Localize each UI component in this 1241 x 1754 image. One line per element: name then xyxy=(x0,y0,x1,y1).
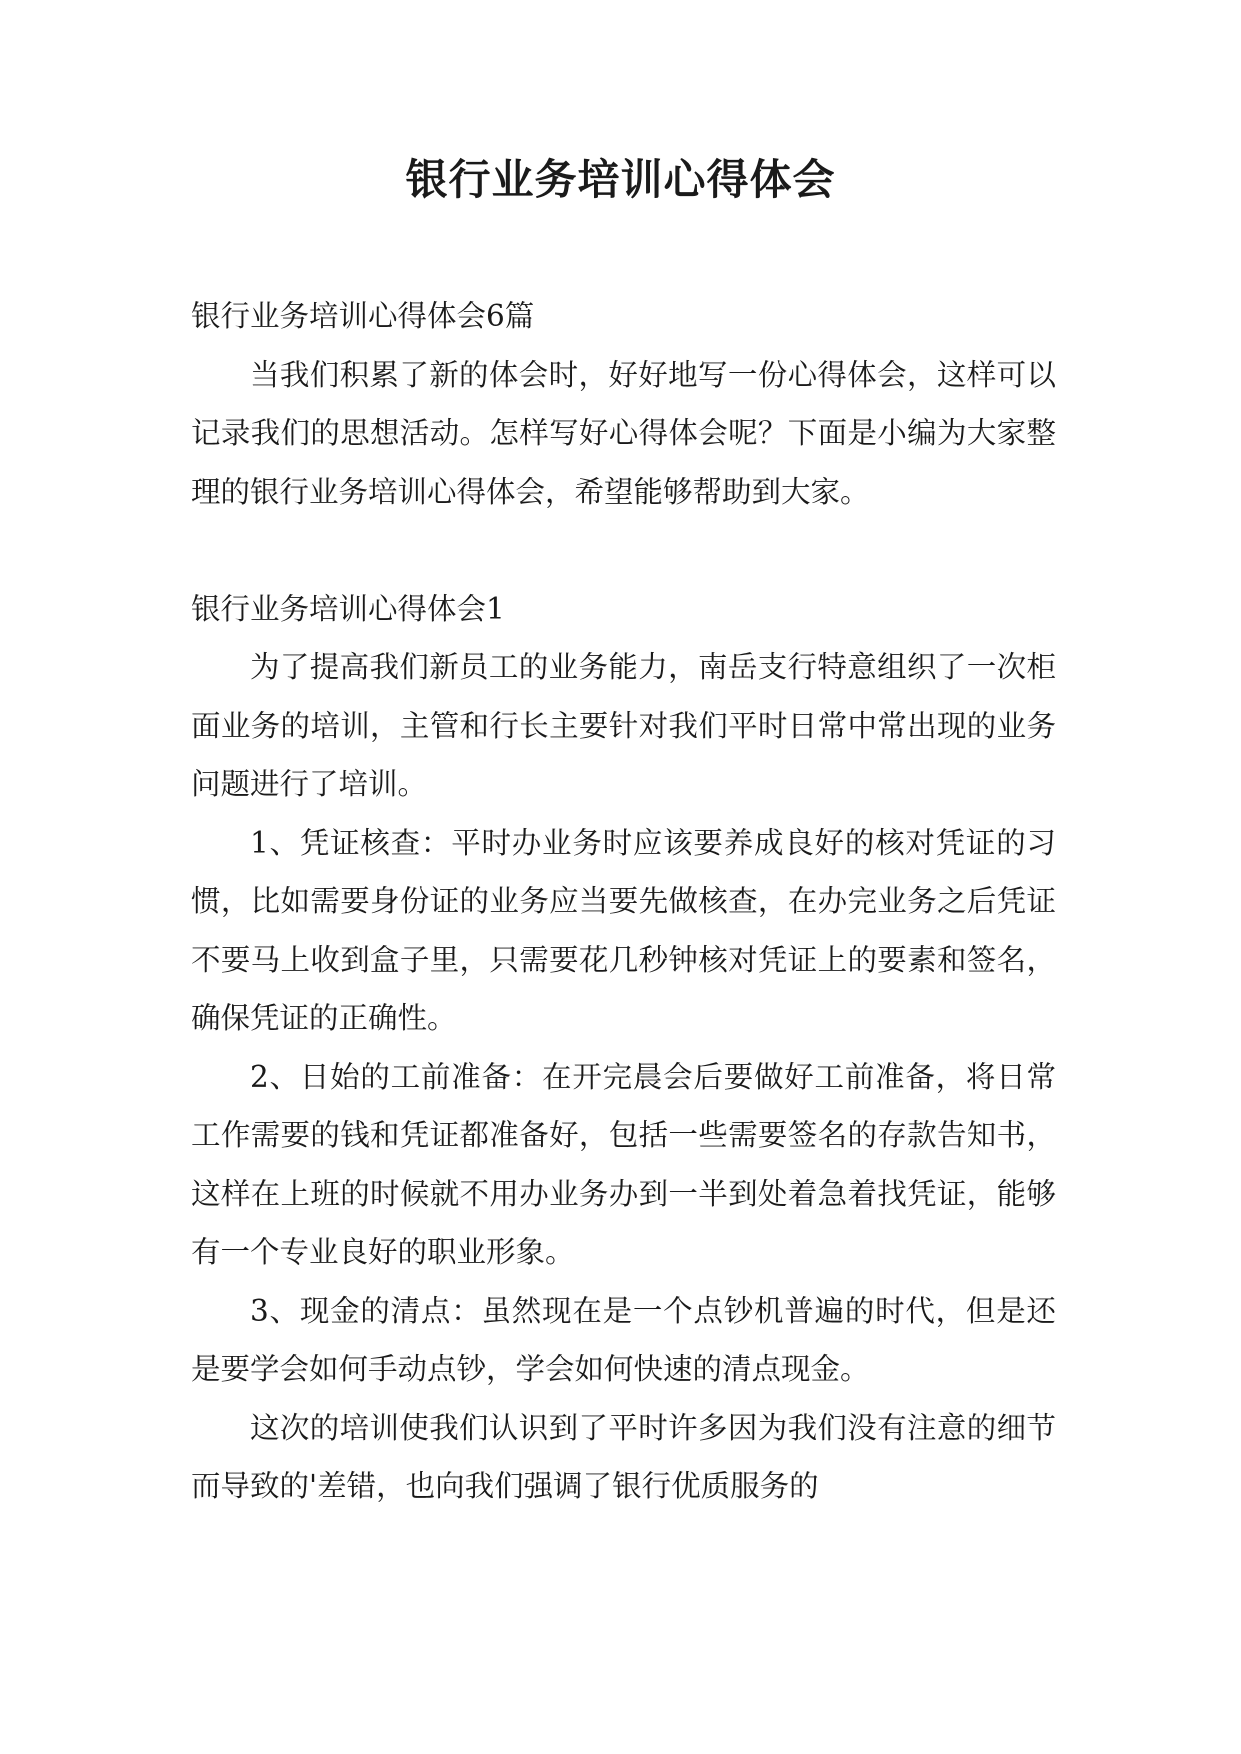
section-spacer xyxy=(191,521,1056,580)
body-paragraph: 1、凭证核查：平时办业务时应该要养成良好的核对凭证的习惯，比如需要身份证的业务应当要先做核查，在办完业务之后凭证不要马上收到盒子里，只需要花几秒钟核对凭证上的要素和签名，确保凭证的正确性。 xyxy=(191,825,1056,1035)
intro-paragraph: 当我们积累了新的体会时，好好地写一份心得体会，这样可以记录我们的思想活动。怎样写好心得体会呢？下面是小编为大家整理的银行业务培训心得体会，希望能够帮助到大家。 xyxy=(191,357,1056,509)
body-paragraph: 2、日始的工前准备：在开完晨会后要做好工前准备，将日常工作需要的钱和凭证都准备好，包括一些需要签名的存款告知书，这样在上班的时候就不用办业务办到一半到处着急着找凭证，能够有一个专业良好的职业形象。 xyxy=(191,1059,1056,1269)
document-body xyxy=(191,287,1056,1516)
body-paragraph: 为了提高我们新员工的业务能力，南岳支行特意组织了一次柜面业务的培训，主管和行长主要针对我们平时日常中常出现的业务问题进行了培训。 xyxy=(191,650,1056,801)
body-paragraph: 这次的培训使我们认识到了平时许多因为我们没有注意的细节而导致的'差错，也向我们强调了银行优质服务的 xyxy=(191,1410,1056,1503)
document-title: 银行业务培训心得体会 xyxy=(405,155,836,204)
document-subtitle: 银行业务培训心得体会6篇 xyxy=(191,299,535,333)
section-heading: 银行业务培训心得体会1 xyxy=(191,591,505,626)
body-paragraph: 3、现金的清点：虽然现在是一个点钞机普遍的时代，但是还是要学会如何手动点钞，学会如何快速的清点现金。 xyxy=(191,1293,1056,1386)
